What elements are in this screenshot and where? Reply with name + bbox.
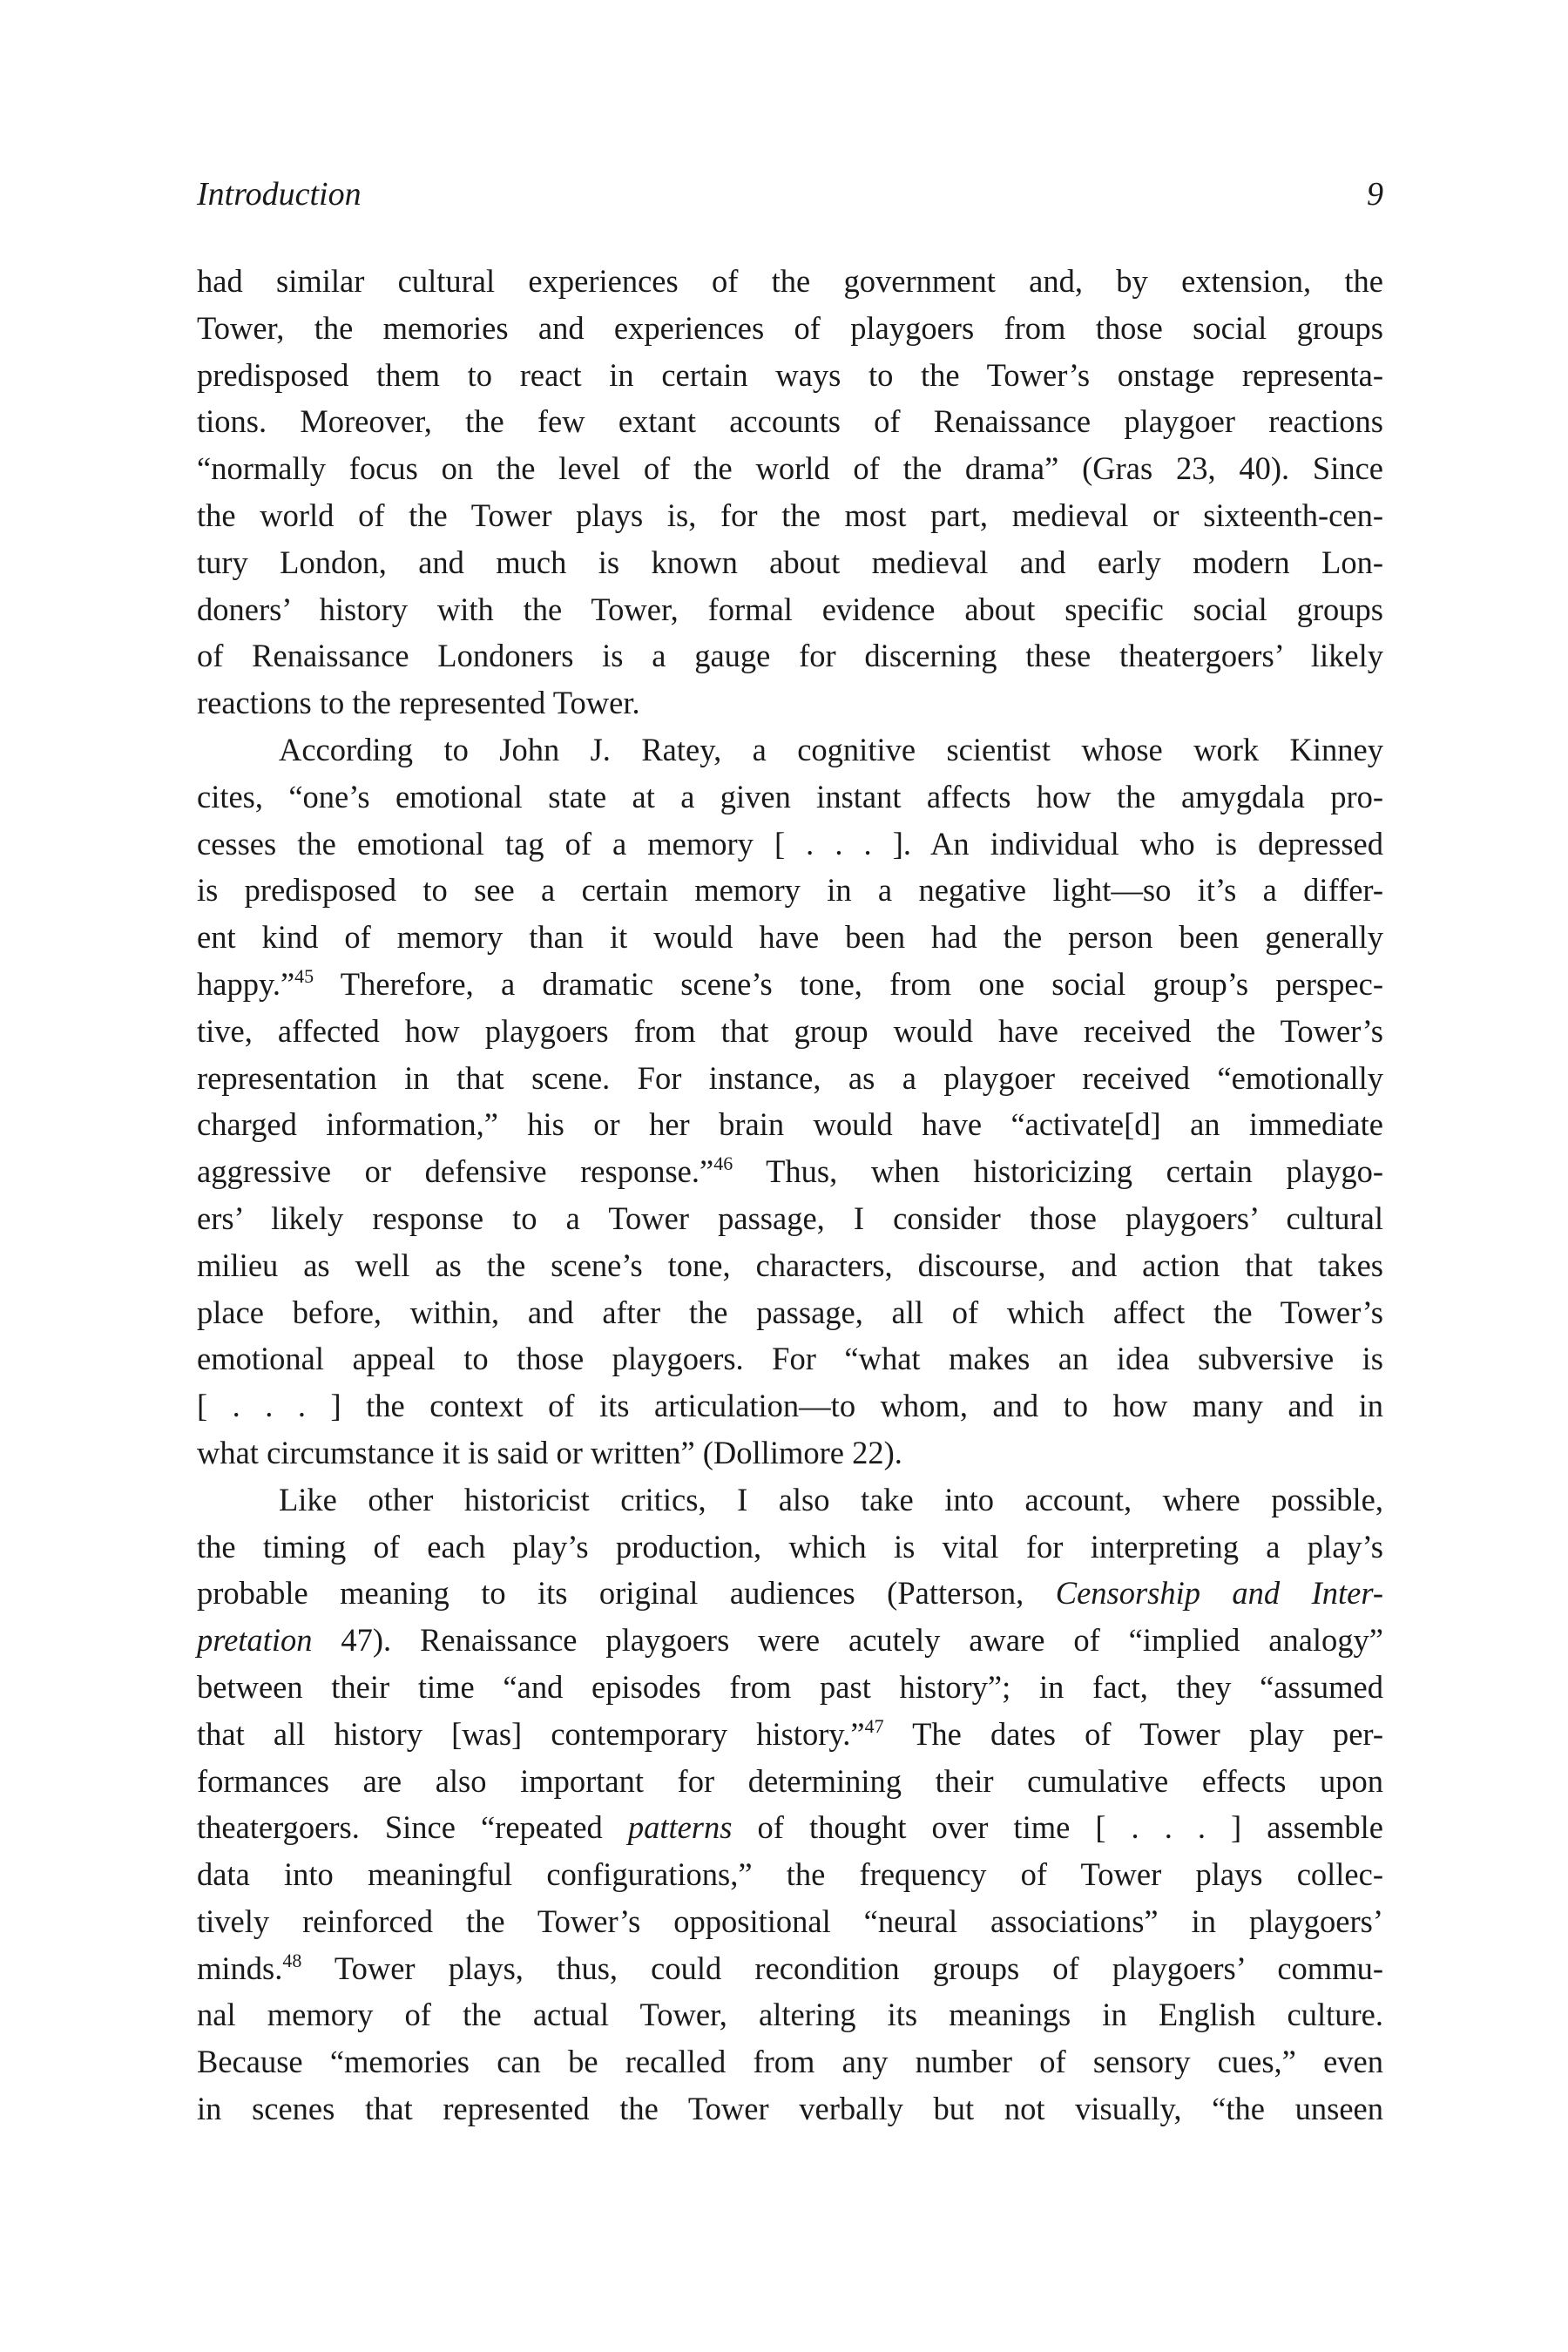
text-span: milieu as well as the scene’s tone, characters, discourse, and action that takes xyxy=(197,1247,1383,1283)
text-line xyxy=(197,539,1383,586)
footnote-ref: 46 xyxy=(713,1152,733,1175)
text-line xyxy=(197,398,1383,445)
text-span: According to John J. Ratey, a cognitive scientist whose work Kinney xyxy=(279,731,1383,767)
text-line xyxy=(197,1898,1383,1945)
text-line xyxy=(197,586,1383,633)
italic-text: pretation xyxy=(197,1622,313,1659)
text-span: charged information,” his or her brain would have “activate[d] an immediate xyxy=(197,1106,1383,1143)
text-line xyxy=(197,1711,1383,1758)
text-span: what circumstance it is said or written” (Dollimore 22). xyxy=(197,1434,902,1470)
text-span: data into meaningful configurations,” the frequency of Tower plays collec- xyxy=(197,1856,1383,1893)
text-span: cesses the emotional tag of a memory [ . . . ]. An individual who is depressed xyxy=(197,825,1383,862)
text-line xyxy=(197,445,1383,492)
text-line xyxy=(197,2085,1383,2132)
text-span: is predisposed to see a certain memory in a negative light—so it’s a differ- xyxy=(197,872,1383,909)
body-text xyxy=(197,258,1383,2132)
text-span: Therefore, a dramatic scene’s tone, from one social group’s perspec- xyxy=(314,965,1383,1002)
text-span: cites, “one’s emotional state at a given instant affects how the amygdala pro- xyxy=(197,778,1383,814)
text-line xyxy=(197,1664,1383,1711)
text-span: [ . . . ] the context of its articulation—to whom, and to how many and in xyxy=(197,1388,1383,1424)
text-span: Like other historicist critics, I also take into account, where possible, xyxy=(279,1481,1383,1517)
text-span: representation in that scene. For instance, as a playgoer received “emotionally xyxy=(197,1059,1383,1096)
text-span: in scenes that represented the Tower verbally but not visually, “the unseen xyxy=(197,2091,1383,2127)
text-span: happy.” xyxy=(197,965,295,1002)
text-line xyxy=(197,1991,1383,2038)
text-span: doners’ history with the Tower, formal evidence about specific social groups xyxy=(197,591,1383,627)
text-line xyxy=(197,632,1383,679)
text-span: place before, within, and after the passage, all of which affect the Tower’s xyxy=(197,1294,1383,1330)
text-span: ent kind of memory than it would have been had the person been generally xyxy=(197,919,1383,956)
running-head: Introduction xyxy=(197,176,362,213)
text-span: the world of the Tower plays is, for the most part, medieval or sixteenth-cen- xyxy=(197,497,1383,533)
text-line xyxy=(197,914,1383,961)
text-line xyxy=(197,1851,1383,1898)
text-line xyxy=(197,1195,1383,1242)
footnote-ref: 45 xyxy=(294,964,314,987)
text-line xyxy=(197,1429,1383,1477)
text-span: had similar cultural experiences of the government and, by extension, the xyxy=(197,263,1383,299)
text-span: tively reinforced the Tower’s oppositional “neural associations” in playgoers’ xyxy=(197,1903,1383,1939)
text-span: that all history [was] contemporary history.” xyxy=(197,1715,865,1752)
paragraph xyxy=(197,258,1383,727)
text-line xyxy=(197,305,1383,352)
footnote-ref: 48 xyxy=(282,1949,302,1971)
text-span: of thought over time [ . . . ] assemble xyxy=(732,1809,1383,1846)
text-span: minds. xyxy=(197,1950,283,1986)
text-span: nal memory of the actual Tower, altering its meanings in English culture. xyxy=(197,1997,1383,2033)
text-line xyxy=(197,679,1383,727)
text-span: emotional appeal to those playgoers. For “what makes an idea subversive is xyxy=(197,1341,1383,1377)
text-span: ers’ likely response to a Tower passage, I consider those playgoers’ cultural xyxy=(197,1200,1383,1236)
text-line xyxy=(197,821,1383,868)
text-span: of Renaissance Londoners is a gauge for discerning these theatergoers’ likely xyxy=(197,638,1383,674)
text-span: “normally focus on the level of the world of the drama” (Gras 23, 40). Since xyxy=(197,450,1383,487)
text-line xyxy=(197,1289,1383,1336)
page-number: 9 xyxy=(1367,176,1383,213)
text-line xyxy=(197,961,1383,1008)
text-span: aggressive or defensive response.” xyxy=(197,1153,714,1190)
italic-text: patterns xyxy=(627,1809,733,1846)
text-span: tive, affected how playgoers from that group would have received the Tower’s xyxy=(197,1012,1383,1049)
footnote-ref: 47 xyxy=(864,1714,884,1737)
text-span: tions. Moreover, the few extant accounts of Renaissance playgoer reactions xyxy=(197,403,1383,440)
text-span: formances are also important for determining their cumulative effects upon xyxy=(197,1762,1383,1799)
text-line xyxy=(197,1804,1383,1851)
text-line xyxy=(197,1570,1383,1617)
text-span: Thus, when historicizing certain playgo- xyxy=(733,1153,1383,1190)
text-line xyxy=(197,1758,1383,1805)
text-line xyxy=(197,867,1383,914)
text-span: reactions to the represented Tower. xyxy=(197,685,640,721)
text-line xyxy=(197,727,1383,774)
text-line xyxy=(197,1524,1383,1571)
text-line xyxy=(197,1055,1383,1102)
text-line xyxy=(197,1477,1383,1524)
text-line xyxy=(197,1101,1383,1148)
text-line xyxy=(197,352,1383,399)
text-span: between their time “and episodes from past history”; in fact, they “assumed xyxy=(197,1668,1383,1705)
text-span: predisposed them to react in certain ways to the Tower’s onstage representa- xyxy=(197,356,1383,393)
text-span: The dates of Tower play per- xyxy=(883,1715,1383,1752)
text-line xyxy=(197,258,1383,305)
paragraph xyxy=(197,727,1383,1477)
text-span: Tower plays, thus, could recondition groups of playgoers’ commu- xyxy=(301,1950,1383,1986)
text-line xyxy=(197,1945,1383,1992)
text-span: theatergoers. Since “repeated xyxy=(197,1809,628,1846)
text-line xyxy=(197,2038,1383,2085)
text-line xyxy=(197,1148,1383,1195)
text-span: tury London, and much is known about medieval and early modern Lon- xyxy=(197,544,1383,580)
text-span: 47). Renaissance playgoers were acutely aware of “implied analogy” xyxy=(312,1622,1383,1659)
text-line xyxy=(197,774,1383,821)
text-span: Tower, the memories and experiences of playgoers from those social groups xyxy=(197,309,1383,346)
text-line xyxy=(197,1382,1383,1429)
text-line xyxy=(197,1242,1383,1289)
text-line xyxy=(197,492,1383,539)
text-span: Because “memories can be recalled from any number of sensory cues,” even xyxy=(197,2044,1383,2080)
text-line xyxy=(197,1335,1383,1382)
paragraph xyxy=(197,1477,1383,2132)
text-span: the timing of each play’s production, which is vital for interpreting a play’s xyxy=(197,1528,1383,1565)
text-line xyxy=(197,1617,1383,1664)
italic-text: Censorship and Inter- xyxy=(1055,1575,1383,1612)
text-span: probable meaning to its original audiences (Patterson, xyxy=(197,1575,1056,1612)
text-line xyxy=(197,1008,1383,1055)
